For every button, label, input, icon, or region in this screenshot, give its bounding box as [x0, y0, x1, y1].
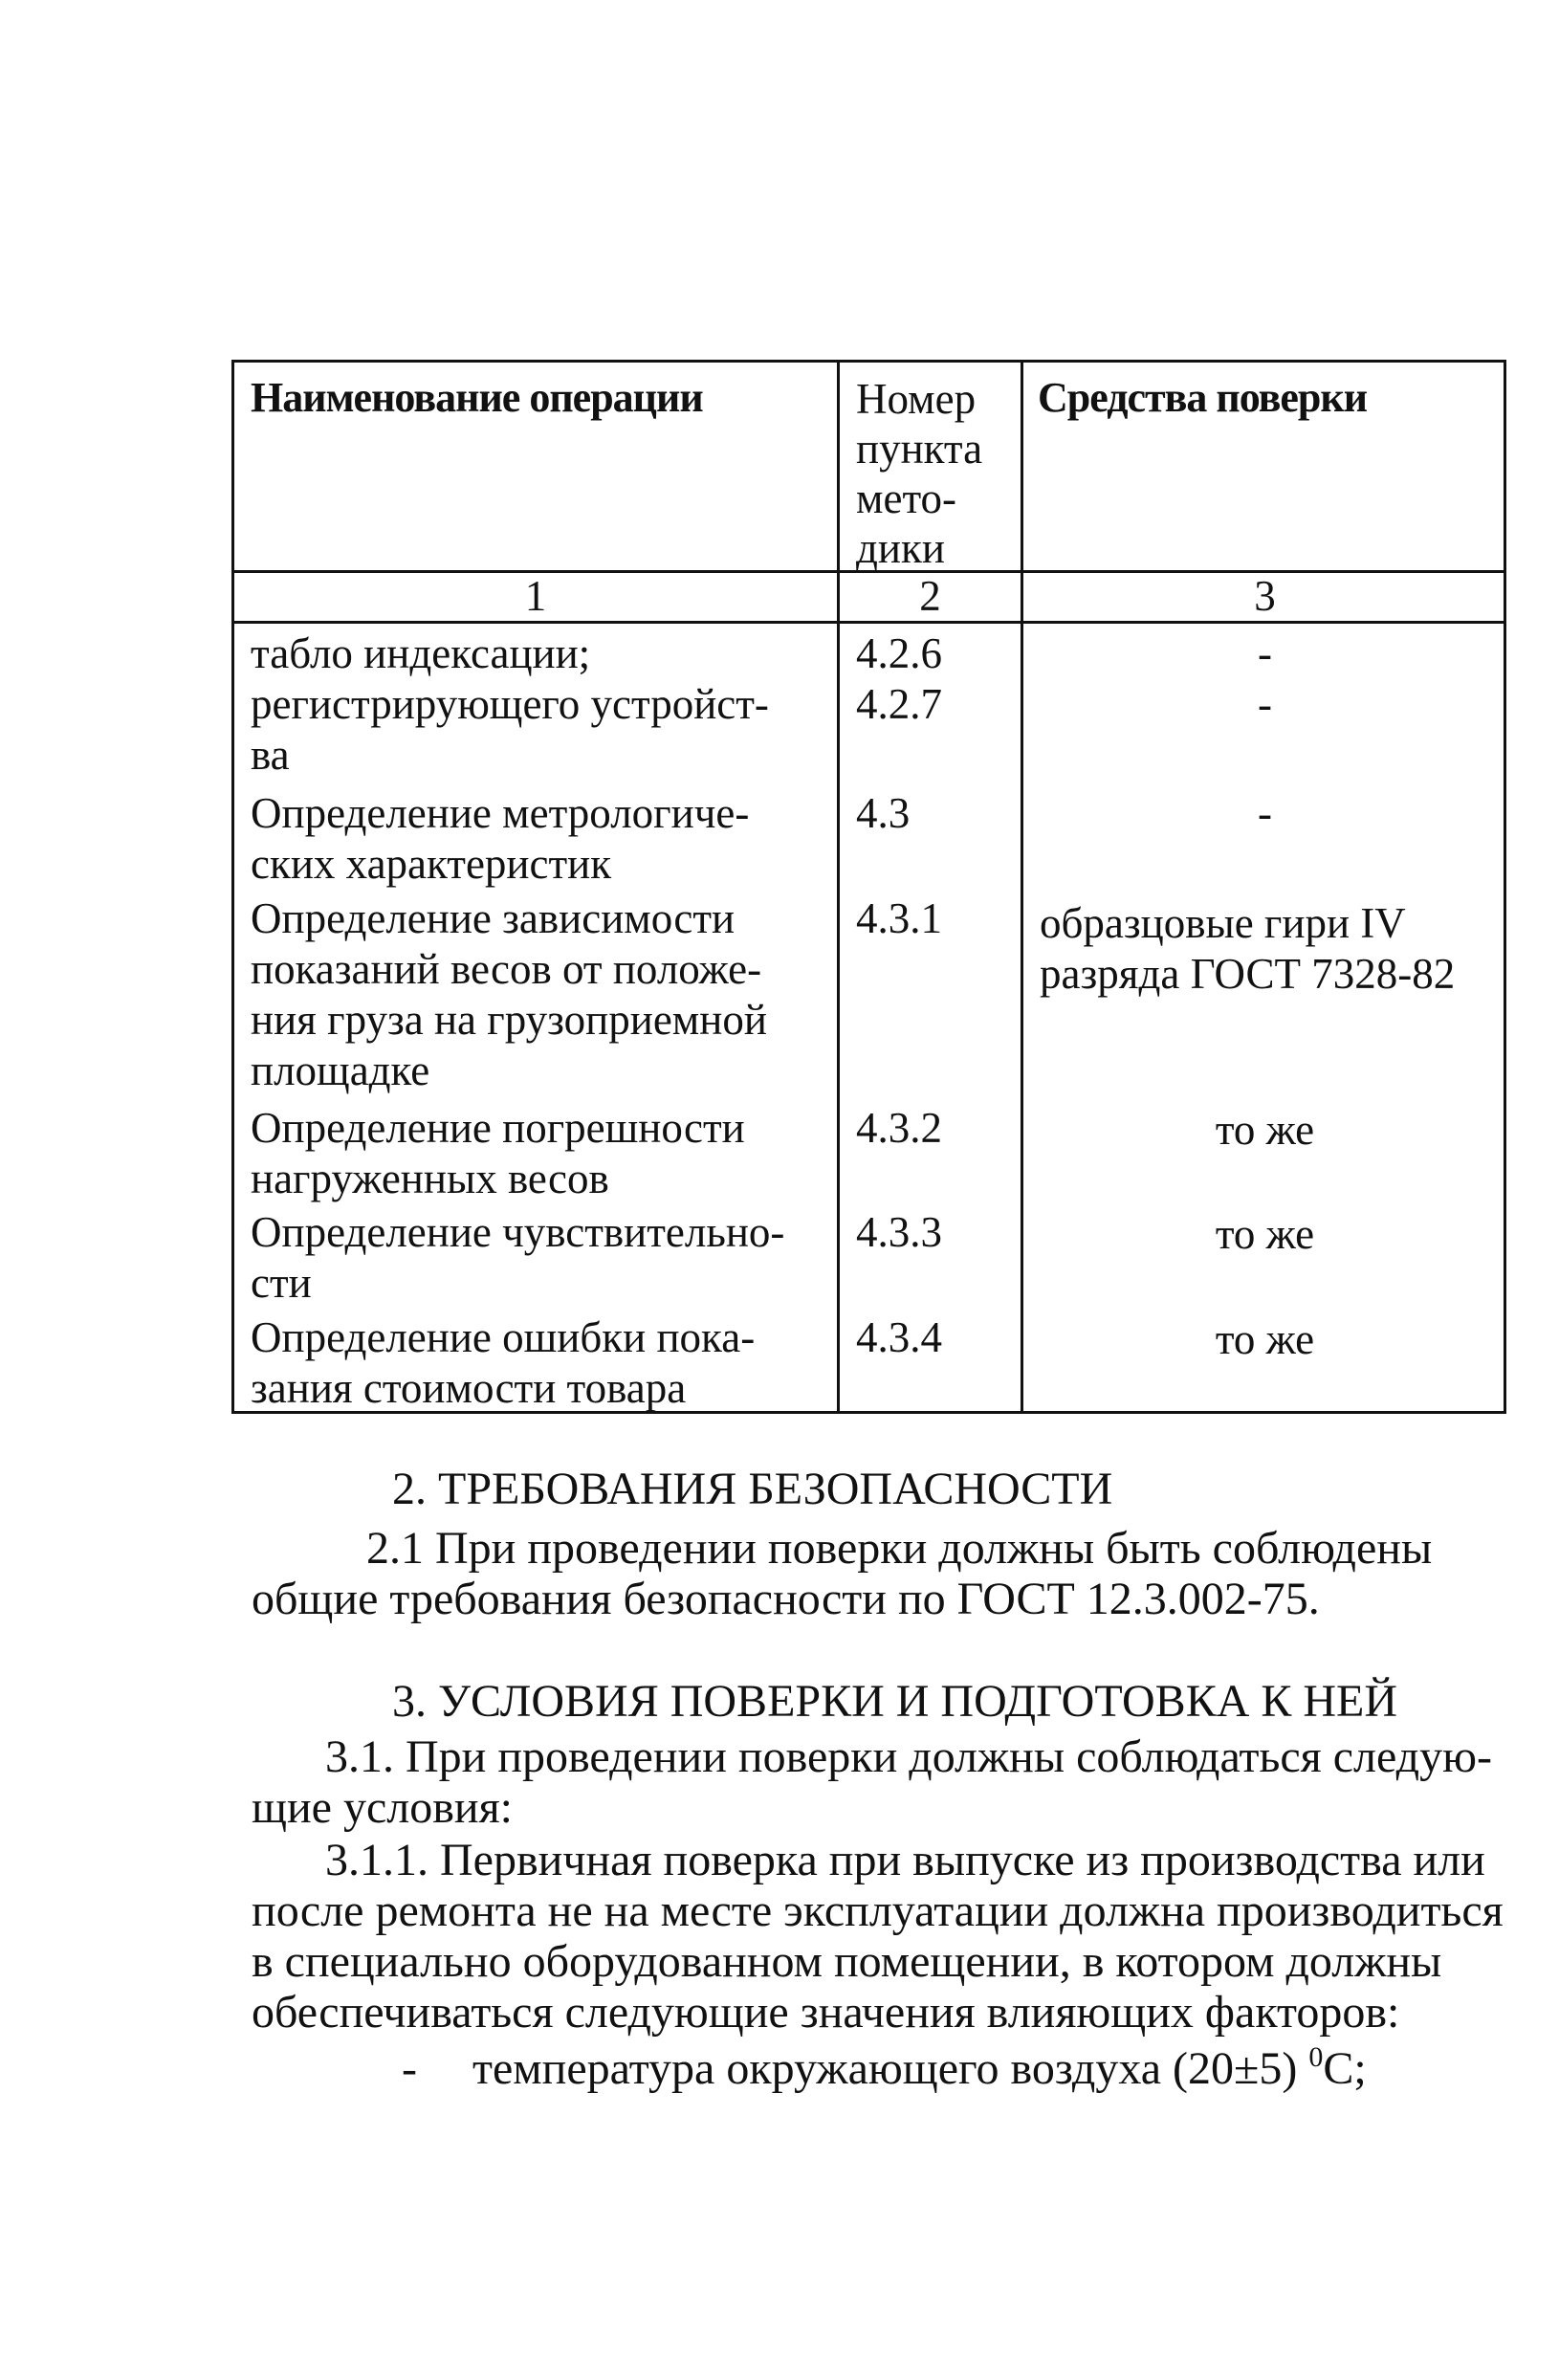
header-item-number [856, 374, 982, 573]
list-bullet-dash: - [402, 2043, 417, 2094]
table-row-operation: регистрирующего устройст- [251, 680, 769, 728]
table-row-means: - [1258, 629, 1272, 677]
section-3-paragraph-line: в специально оборудованном помещении, в котором должны [252, 1936, 1442, 1987]
table-row-means: образцовые гири IV [1040, 899, 1406, 947]
table-row-number: 4.3.3 [856, 1208, 942, 1256]
table-row-number: 4.3.2 [856, 1104, 942, 1152]
verification-operations-table [231, 360, 1506, 1414]
column-divider-1 [837, 363, 840, 1414]
table-row-means: то же [1215, 1315, 1315, 1363]
header-item-number-line: пункта [856, 425, 983, 473]
degree-superscript: 0 [1308, 2041, 1324, 2073]
table-row-operation: Определение чувствительно- [251, 1208, 785, 1256]
table-row-means: - [1258, 680, 1272, 728]
table-row-operation: Определение погрешности [251, 1104, 745, 1152]
table-row-operation: нагруженных весов [251, 1155, 609, 1202]
column-number-1: 1 [524, 572, 547, 620]
header-verification-means: Средства поверки [1038, 374, 1368, 421]
table-row-operation: Определение зависимости [251, 894, 736, 942]
column-number-2: 2 [919, 572, 941, 620]
table-row-operation: Определение ошибки пока- [251, 1313, 756, 1361]
section-3-paragraph-line: щие условия: [252, 1782, 513, 1833]
list-item-temperature [472, 2043, 1367, 2094]
table-row-means: то же [1215, 1210, 1315, 1258]
table-row-operation: ва [251, 731, 290, 779]
header-item-number-line: мето- [856, 474, 957, 522]
list-item-text: температура окружающего воздуха (20±5) [472, 2043, 1309, 2094]
table-row-operation: площадке [251, 1047, 430, 1094]
section-3-heading: 3. УСЛОВИЯ ПОВЕРКИ И ПОДГОТОВКА К НЕЙ [392, 1676, 1398, 1727]
table-row-means: то же [1215, 1106, 1315, 1154]
table-row-number: 4.3 [856, 789, 911, 837]
header-operation-name: Наименование операции [251, 374, 703, 421]
table-row-means: разряда ГОСТ 7328-82 [1040, 950, 1456, 998]
table-row-operation: зания стоимости товара [251, 1364, 687, 1412]
table-row-number: 4.3.1 [856, 894, 942, 942]
header-item-number-line: дики [856, 524, 945, 572]
table-row-means: - [1258, 789, 1272, 837]
section-3-paragraph-line: 3.1. При проведении поверки должны соблюдаться следую- [325, 1731, 1492, 1782]
table-row-number: 4.2.7 [856, 680, 942, 728]
table-row-operation: сти [251, 1259, 312, 1307]
header-item-number-line: Номер [856, 375, 977, 423]
table-row-operation: ния груза на грузоприемной [251, 996, 767, 1044]
section-2-paragraph-line: общие требования безопасности по ГОСТ 12.3.002-75. [252, 1574, 1320, 1624]
table-row-operation: ских характеристик [251, 840, 612, 888]
section-3-paragraph-line: 3.1.1. Первичная поверка при выпуске из производства или [325, 1835, 1485, 1885]
table-row-operation: Определение метрологиче- [251, 789, 750, 837]
list-item-unit: С; [1323, 2043, 1367, 2094]
column-number-3: 3 [1254, 572, 1276, 620]
section-2-heading: 2. ТРЕБОВАНИЯ БЕЗОПАСНОСТИ [392, 1464, 1113, 1514]
table-row-operation: показаний весов от положе- [251, 945, 762, 993]
section-2-paragraph-line: 2.1 При проведении поверки должны быть соблюдены [366, 1523, 1433, 1574]
table-row-operation: табло индексации; [251, 629, 591, 677]
table-row-number: 4.2.6 [856, 629, 942, 677]
section-3-paragraph-line: после ремонта не на месте эксплуатации должна производиться [252, 1885, 1504, 1936]
section-3-paragraph-line: обеспечиваться следующие значения влияющих факторов: [252, 1987, 1400, 2038]
table-row-number: 4.3.4 [856, 1313, 942, 1361]
